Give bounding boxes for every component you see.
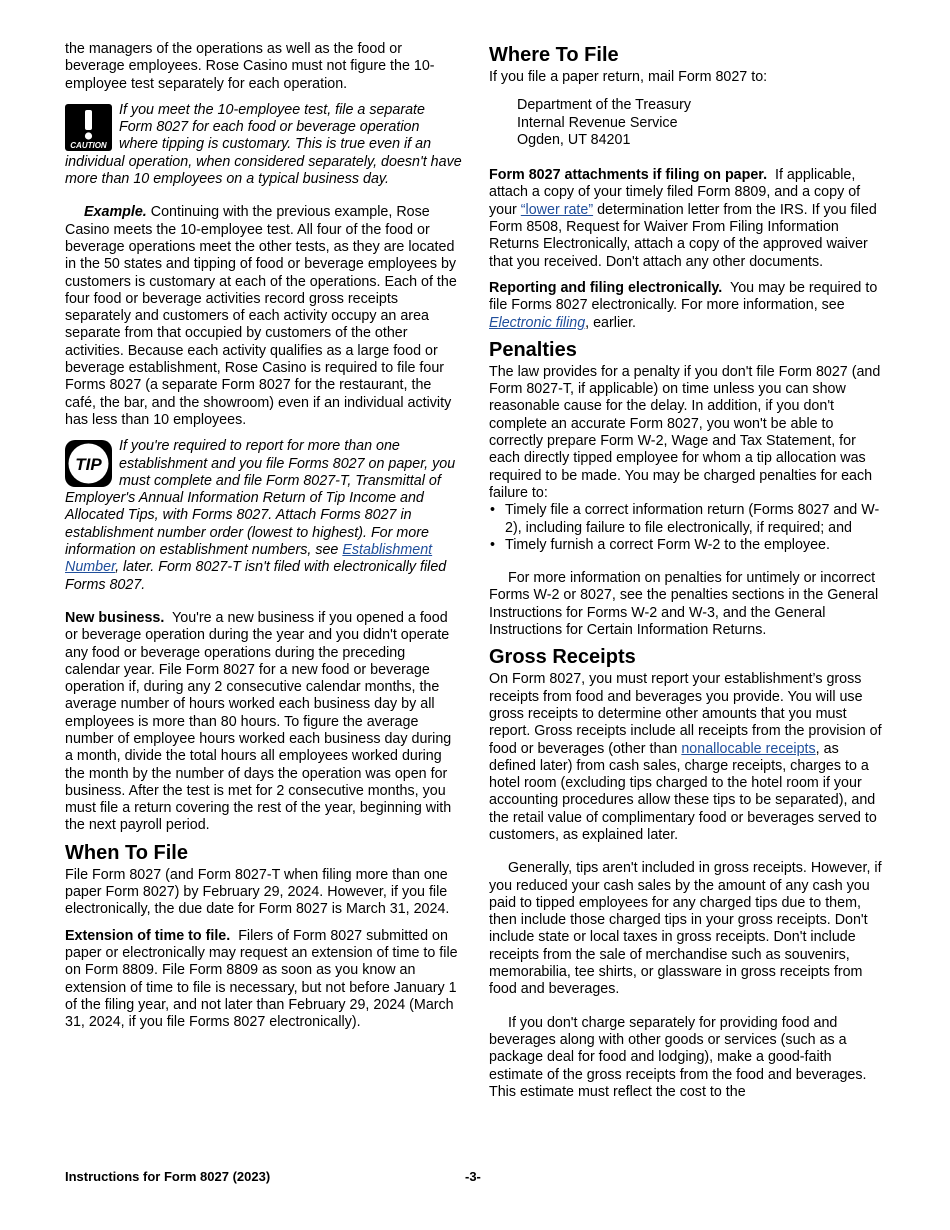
- tip-notice: [65, 438, 462, 594]
- caution-icon-label: CAUTION: [70, 140, 107, 150]
- extension-paragraph: [65, 928, 462, 1032]
- extension-label: Extension of time to file.: [65, 927, 231, 944]
- mailing-address: [517, 97, 887, 149]
- gross-receipts-p3: If you don't charge separately for providing food and beverages along with other goods or services (such as a package deal for food and lodging), make a good-faith estimate of the gross receipts from the food and beverages. This estimate must reflect the cost to the: [489, 1014, 867, 1100]
- tip-text-after: , later. Form 8027-T isn't filed with electronically filed Forms 8027.: [65, 559, 447, 593]
- tip-icon-label: TIP: [75, 455, 102, 475]
- lower-rate-link[interactable]: “lower rate”: [520, 201, 594, 218]
- tip-text-before: If you're required to report for more than one establishment and you file Forms 8027 on paper, you must complete and file Form 8027-T, Transmittal of Employer's Annual Information Return of Tip Income and Allocated Tips, with Forms 8027. Attach Forms 8027 in establishment number order (lowest to highest). For more information on establishment numbers, see: [65, 438, 456, 559]
- caution-icon: [65, 104, 112, 151]
- example-paragraph: [65, 204, 462, 429]
- when-to-file-text: File Form 8027 (and Form 8027-T when filing more than one paper Form 8027) by February 29, 2024. However, if you file electronically, the due date for Form 8027 is March 31, 2024.: [65, 866, 450, 918]
- penalties-text: The law provides for a penalty if you don't file Form 8027 (and Form 8027-T, if applicable) on time unless you can show reasonable cause for the delay. In addition, if you don't complete an accurate Form 8027, you won't be able to correctly prepare Form W-2, Wage and Tax Statement, for each directly tipped employee for whom a tip allocation was required to be made. You may be charged penalties for each failure to:: [489, 363, 881, 501]
- reporting-text-before: You may be required to file Forms 8027 electronically. For more information, see: [489, 279, 878, 314]
- gross-receipts-heading: Gross Receipts: [489, 646, 636, 669]
- extension-text: Filers of Form 8027 submitted on paper or electronically may request an extension of time to file on Form 8809. File Form 8809 as soon as you know an extension of time to file is necessary, but not before January 1 of the filing year, and not later than February 29, 2024 (March 31, 2024, if you file Forms 8027 electronically).: [65, 927, 458, 1031]
- tip-icon: [65, 440, 112, 487]
- where-to-file-heading: Where To File: [489, 44, 619, 66]
- reporting-label: Reporting and filing electronically.: [489, 279, 723, 296]
- address-line-2: Internal Revenue Service: [517, 114, 678, 131]
- page-number: -3-: [465, 1169, 481, 1184]
- penalties-heading: Penalties: [489, 338, 577, 361]
- electronic-filing-link[interactable]: Electronic filing: [489, 314, 586, 331]
- footer-title: Instructions for Form 8027 (2023): [65, 1169, 271, 1184]
- page-footer: [65, 1168, 887, 1186]
- right-column: [489, 41, 887, 1101]
- attachments-text-before: If applicable, attach a copy of your timely filed Form 8809, and a copy of your: [489, 167, 861, 218]
- penalties-list: [489, 502, 887, 554]
- gross-receipts-p2: Generally, tips aren't included in gross receipts. However, if you reduced your cash sales by the amount of any cash you paid to tipped employees for any charged tips due to them, then include those charged tips in your gross receipts. Don't include state or local taxes in gross receipts. Don't include receipts from the sale of merchandise such as souvenirs, memorabilia, tee shirts, or glassware in gross receipts from food and beverages.: [489, 860, 882, 998]
- list-item: • Timely furnish a correct Form W-2 to the employee.: [490, 536, 830, 553]
- establishment-number-link[interactable]: Establishment Number: [65, 542, 433, 576]
- address-line-3: Ogden, UT 84201: [517, 131, 631, 148]
- example-text: Continuing with the previous example, Rose Casino meets the 10-employee test. All four of the food or beverage operations meet the other tests, as they are located in the 50 states and tipping of food or beverage employees by customers is customary at each of the operations. Each of the four food or beverage activities record gross receipts separately and customers of each activity occupy an area separate from that occupied by customers of the other activities. Because each activity qualifies as a large food or beverage establishment, Rose Casino is required to file four Forms 8027 (a separate Form 8027 for the restaurant, the café, the bar, and the showroom) even if an individual activity has less than 10 employees.: [65, 204, 457, 428]
- intro-paragraph: the managers of the operations as well as the food or beverage employees. Rose Casino must not figure the 10-employee test separately for each operation.: [65, 41, 435, 92]
- bullet-icon: •: [490, 502, 496, 519]
- gross-receipts-p1: On Form 8027, you must report your establishment’s gross receipts from food and beverages you provide. You will use gross receipts to determine other amounts that you must report. Gross receipts include all receipts from the provision of food or beverages (other than nonallocable receipts, as defined later) from cash sales, charge receipts, charges to a hotel room (excluding tips charged to the hotel room if your accounting procedures allow these tips to be separated), and the retail value of complimentary food or beverages served to customers, as explained later.: [489, 671, 882, 843]
- bullet-icon: •: [490, 536, 496, 553]
- reporting-paragraph: [489, 280, 887, 332]
- list-item: • Timely file a correct information return (Forms 8027 and W-2), including failure to file electronically, if required; and: [490, 502, 880, 536]
- where-to-file-intro: If you file a paper return, mail Form 8027 to:: [489, 69, 768, 85]
- attachments-text-after: determination letter from the IRS. If you filed Form 8508, Request for Waiver From Filing Information Returns Electronically, attach a copy of the approved waiver that you received. Don't attach any other documents.: [489, 201, 877, 270]
- new-business-paragraph: [65, 610, 462, 835]
- new-business-text: You're a new business if you opened a food or beverage operation during the year and you didn't operate any food or beverage operations during the preceding calendar year. File Form 8027 for a new food or beverage operation if, during any 2 consecutive calendar months, the average number of hours worked each business day by all employees is more than 80 hours. To figure the average number of employee hours worked each business day during a month, divide the total hours all employees worked during the month by the number of days the operation was open for business. After the test is met for 2 consecutive months, you must file a return covering the rest of the year, beginning with the next payroll period.: [65, 609, 452, 834]
- example-label: Example.: [84, 204, 147, 221]
- left-column: [65, 41, 462, 1031]
- address-line-1: Department of the Treasury: [517, 97, 692, 114]
- penalties-more: For more information on penalties for untimely or incorrect Forms W-2 or 8027, see the penalties sections in the General Instructions for Forms W-2 and W-3, and the General Instructions for Certain Information Returns.: [489, 570, 879, 639]
- caution-notice: [65, 102, 462, 188]
- caution-text: If you meet the 10-employee test, file a separate Form 8027 for each food or beverage operation where tipping is customary. This is true even if an individual operation, when considered separately, doesn't have more than 10 employees on a typical business day.: [65, 101, 462, 188]
- nonallocable-receipts-link[interactable]: nonallocable receipts: [681, 740, 816, 757]
- attachments-label: Form 8027 attachments if filing on paper.: [489, 167, 768, 184]
- when-to-file-heading: When To File: [65, 841, 188, 864]
- new-business-label: New business.: [65, 609, 165, 626]
- attachments-paragraph: [489, 167, 887, 271]
- reporting-text-after: , earlier.: [585, 314, 637, 331]
